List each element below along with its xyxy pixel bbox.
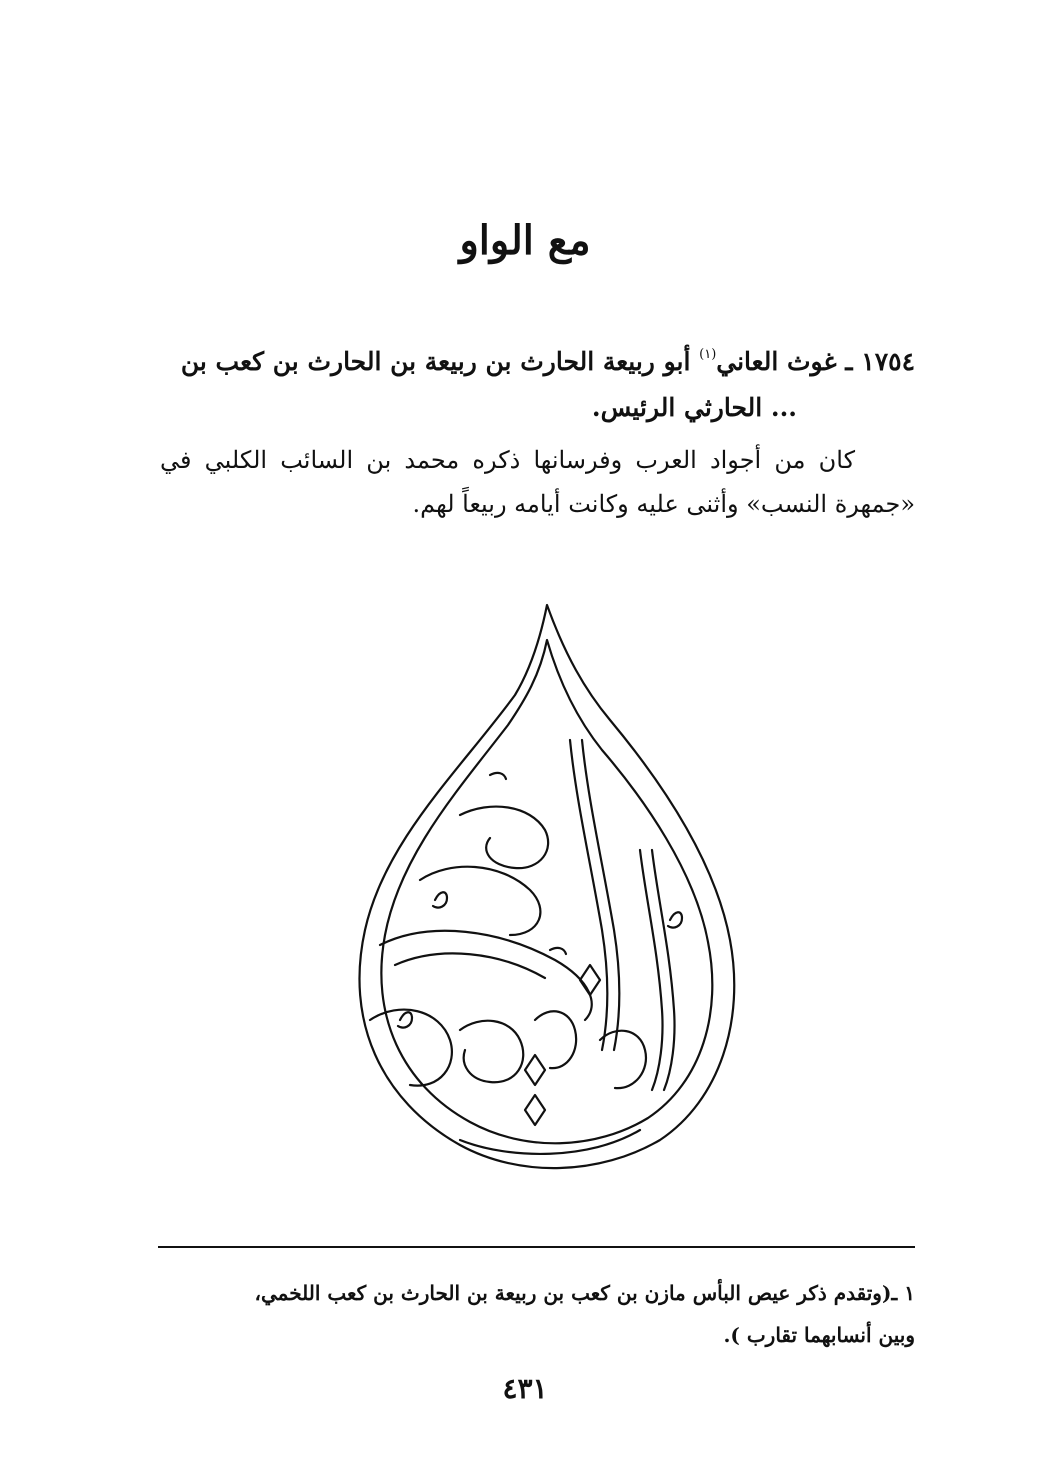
entry-body-text: كان من أجواد العرب وفرسانها ذكره محمد بن السائب الكلبي في «جمهرة النسب» وأثنى عليه وكانت أيامه ربيعاً لهم.: [160, 446, 915, 518]
footnote: [160, 1272, 915, 1356]
footnote-line: وبين أنسابهما تقارب ).: [723, 1323, 915, 1347]
entry-number: ١٧٥٤: [861, 347, 915, 376]
section-heading: مع الواو: [459, 217, 591, 264]
calligraphic-drop-icon: [340, 600, 760, 1200]
entry-lineage-continued: ... الحارثي الرئيس.: [591, 393, 797, 422]
entry-dash: ـ: [836, 347, 853, 376]
page-number: ٤٣١: [502, 1372, 548, 1405]
footnote-divider: [158, 1246, 915, 1248]
footnote-line: ١ ـ(وتقدم ذكر عيص البأس مازن بن كعب بن ربيعة بن الحارث بن كعب اللخمي،: [254, 1281, 915, 1305]
entry-body: [160, 438, 915, 526]
entry-name: غوث العاني: [716, 347, 837, 376]
footnote-reference: (١): [699, 347, 717, 362]
entry-lineage: أبو ربيعة الحارث بن ربيعة بن الحارث بن كعب بن: [180, 347, 691, 376]
entry-header: [160, 332, 915, 431]
